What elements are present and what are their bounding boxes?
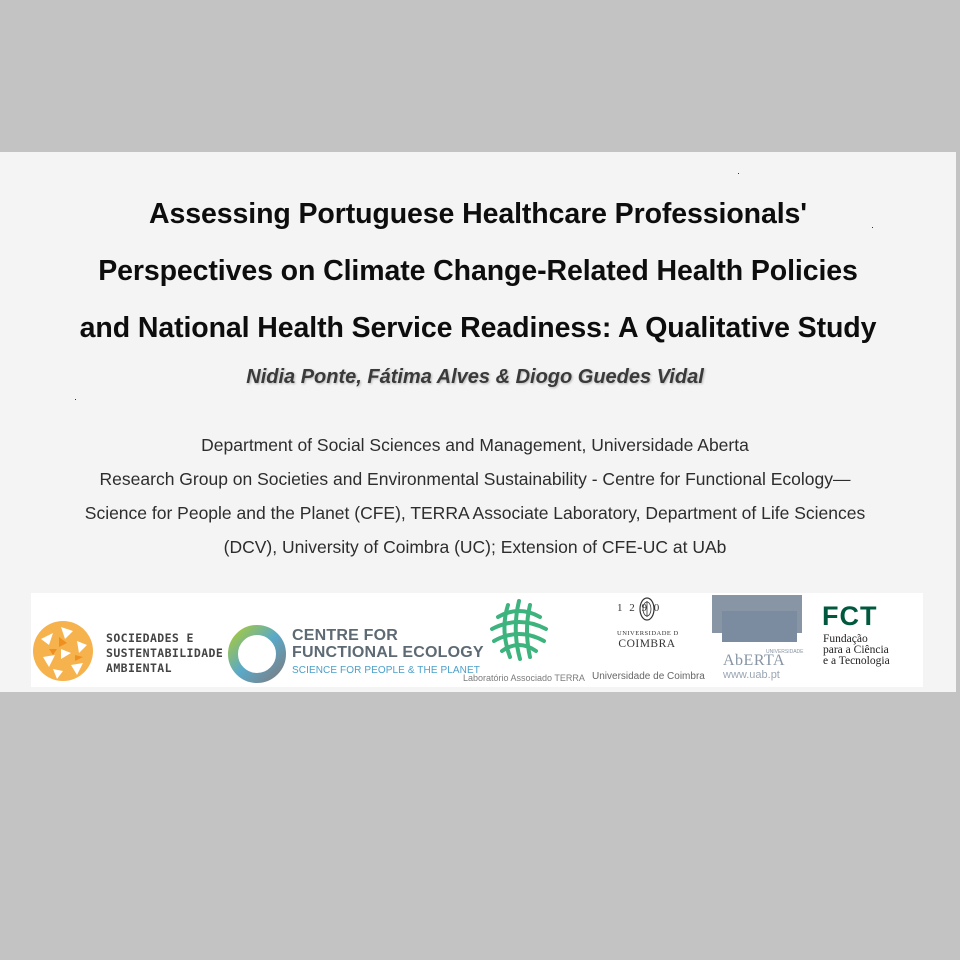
sea-line: AMBIENTAL xyxy=(106,661,172,675)
gradient-ring-icon xyxy=(226,623,288,685)
terra-caption: Laboratório Associado TERRA xyxy=(463,673,585,683)
orange-bird-pattern-icon xyxy=(31,619,95,683)
fct-line: e a Tecnologia xyxy=(823,655,890,667)
coimbra-caption: Universidade de Coimbra xyxy=(592,671,705,682)
affiliation-line: (DCV), University of Coimbra (UC); Extension of CFE-UC at UAb xyxy=(223,537,727,557)
coimbra-small: UNIVERSIDADE D xyxy=(617,630,679,637)
authors: Nidia Ponte, Fátima Alves & Diogo Guedes Vidal xyxy=(246,366,704,388)
coimbra-year: 1 2 9 0 xyxy=(617,602,662,614)
fct-line: para a Ciência xyxy=(823,644,889,656)
uab-name: AbERTA xyxy=(723,652,786,669)
cfe-line: CENTRE FOR xyxy=(292,627,398,644)
fct-name: FCT xyxy=(822,601,878,631)
sea-line: SOCIEDADES E xyxy=(106,631,194,645)
cfe-line: FUNCTIONAL ECOLOGY xyxy=(292,644,484,661)
affiliations xyxy=(0,428,950,564)
sea-line: SUSTENTABILIDADE xyxy=(106,646,224,660)
affiliation-line: Science for People and the Planet (CFE), TERRA Associate Laboratory, Department of Life Sciences xyxy=(84,503,866,523)
green-globe-icon xyxy=(486,597,552,663)
logo-strip xyxy=(31,593,923,687)
crest-icon xyxy=(638,595,656,623)
uab-url: www.uab.pt xyxy=(723,669,780,681)
title-line: and National Health Service Readiness: A Qualitative Study xyxy=(79,312,877,344)
affiliation-line: Research Group on Societies and Environmental Sustainability - Centre for Functional Ecology— xyxy=(99,469,851,489)
cfe-tagline: SCIENCE FOR PEOPLE & THE PLANET xyxy=(292,665,480,676)
speck xyxy=(738,173,739,174)
fct-subtitle xyxy=(823,634,890,667)
uab-small: UNIVERSIDADE xyxy=(766,649,804,655)
title-line: Assessing Portuguese Healthcare Professionals' xyxy=(149,198,807,230)
cfe-logo-text xyxy=(292,627,484,676)
fct-line: Fundação xyxy=(823,633,868,645)
affiliation-line: Department of Social Sciences and Management, Universidade Aberta xyxy=(201,435,749,455)
uab-square xyxy=(722,611,797,642)
coimbra-name: COIMBRA xyxy=(618,638,676,650)
paper-title xyxy=(0,186,956,357)
title-line: Perspectives on Climate Change-Related Health Policies xyxy=(98,255,858,287)
speck xyxy=(75,399,76,400)
sea-logo-text xyxy=(106,631,223,676)
